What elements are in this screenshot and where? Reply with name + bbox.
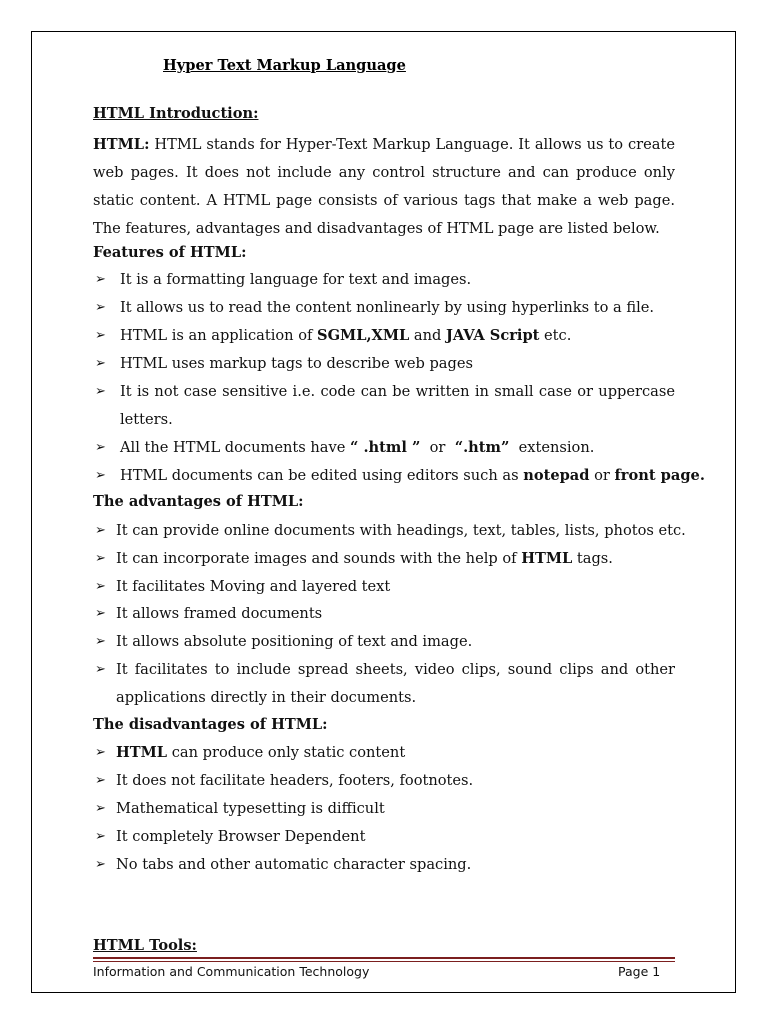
arrow-bullet-icon: ➢ xyxy=(95,634,106,649)
disadvantages-heading: The disadvantages of HTML: xyxy=(93,716,328,733)
advantages-heading: The advantages of HTML: xyxy=(93,493,304,510)
tools-heading: HTML Tools: xyxy=(93,937,197,954)
bold-term: front page. xyxy=(614,467,705,484)
list-item-text: It allows us to read the content nonlinearly by using hyperlinks to a file. xyxy=(120,299,655,316)
bold-term: notepad xyxy=(523,467,590,484)
bold-term: HTML xyxy=(521,550,573,567)
bold-term: SGML,XML xyxy=(317,327,410,344)
list-item xyxy=(93,660,675,716)
bold-term: HTML xyxy=(116,744,168,761)
footer-subject: Information and Communication Technology xyxy=(93,964,370,979)
intro-paragraph xyxy=(93,131,675,243)
list-item-text: Mathematical typesetting is difficult xyxy=(116,800,385,817)
list-item-text: It can incorporate images and sounds with the help of HTML tags. xyxy=(116,550,613,567)
list-item-text: It can provide online documents with headings, text, tables, lists, photos etc. xyxy=(116,522,686,539)
features-heading: Features of HTML: xyxy=(93,244,247,261)
footer-rule xyxy=(93,961,675,962)
intro-text: HTML stands for Hyper-Text Markup Language. It allows us to create web pages. It does not include any control structure and can produce only static content. A HTML page consists of various tags that make a web page. The features, advantages and disadvantages of HTML page are listed below. xyxy=(93,136,675,237)
bold-term: “.htm” xyxy=(454,439,510,456)
page-number: Page 1 xyxy=(618,964,661,979)
list-item-text: It facilitates to include spread sheets, video clips, sound clips and other applications directly in their documents. xyxy=(116,661,675,706)
list-item-text: HTML is an application of SGML,XML and JAVA Script etc. xyxy=(120,327,572,344)
list-item-text: It is a formatting language for text and images. xyxy=(120,271,472,288)
list-item-text: It allows absolute positioning of text and image. xyxy=(116,633,473,650)
list-item-text: HTML can produce only static content xyxy=(116,744,406,761)
list-item-text: HTML uses markup tags to describe web pages xyxy=(120,355,473,372)
intro-lead: HTML: xyxy=(93,136,150,153)
arrow-bullet-icon: ➢ xyxy=(95,551,106,566)
list-item-text: All the HTML documents have “ .html ” or “.htm” extension. xyxy=(120,439,595,456)
list-item-text: It completely Browser Dependent xyxy=(116,828,366,845)
arrow-bullet-icon: ➢ xyxy=(95,468,106,483)
arrow-bullet-icon: ➢ xyxy=(95,801,106,816)
arrow-bullet-icon: ➢ xyxy=(95,662,106,677)
arrow-bullet-icon: ➢ xyxy=(95,606,106,621)
arrow-bullet-icon: ➢ xyxy=(95,745,106,760)
arrow-bullet-icon: ➢ xyxy=(95,272,106,287)
list-item-text: It allows framed documents xyxy=(116,605,323,622)
arrow-bullet-icon: ➢ xyxy=(95,328,106,343)
arrow-bullet-icon: ➢ xyxy=(95,523,106,538)
arrow-bullet-icon: ➢ xyxy=(95,384,106,399)
arrow-bullet-icon: ➢ xyxy=(95,829,106,844)
arrow-bullet-icon: ➢ xyxy=(95,356,106,371)
list-item-text: It facilitates Moving and layered text xyxy=(116,578,391,595)
arrow-bullet-icon: ➢ xyxy=(95,440,106,455)
intro-heading: HTML Introduction: xyxy=(93,105,259,122)
arrow-bullet-icon: ➢ xyxy=(95,300,106,315)
arrow-bullet-icon: ➢ xyxy=(95,773,106,788)
document-title: Hyper Text Markup Language xyxy=(163,57,406,74)
bold-term: “ .html ” xyxy=(349,439,421,456)
list-item xyxy=(93,382,675,438)
list-item-text: It is not case sensitive i.e. code can be written in small case or uppercase letters. xyxy=(120,383,675,428)
list-item-text: HTML documents can be edited using editors such as notepad or front page. xyxy=(120,467,705,484)
arrow-bullet-icon: ➢ xyxy=(95,857,106,872)
bold-term: JAVA Script xyxy=(446,327,540,344)
arrow-bullet-icon: ➢ xyxy=(95,579,106,594)
list-item-text: It does not facilitate headers, footers, footnotes. xyxy=(116,772,474,789)
footer-rule xyxy=(93,957,675,959)
list-item-text: No tabs and other automatic character spacing. xyxy=(116,856,472,873)
